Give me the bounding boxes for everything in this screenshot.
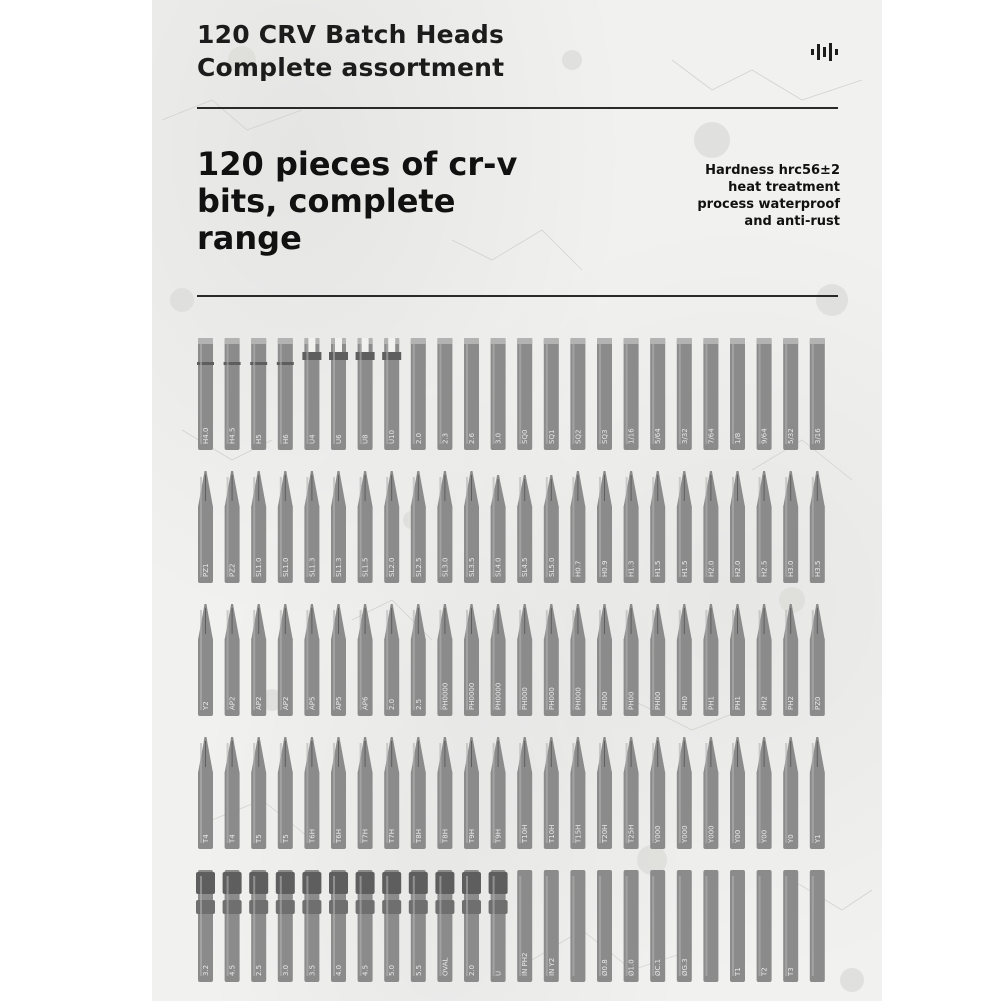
bit xyxy=(703,338,718,450)
bit-label: AP2 xyxy=(228,696,237,710)
bit xyxy=(624,471,639,583)
bit-label: PZ0 xyxy=(813,696,822,710)
bit-label: PH2 xyxy=(787,696,796,710)
bit xyxy=(384,604,399,716)
headline-line-2: bits, complete xyxy=(197,182,456,220)
bit-label: AP5 xyxy=(335,696,343,710)
bit-label: SL1.0 xyxy=(255,557,264,577)
bit-label: Ø0.8 xyxy=(601,959,609,976)
bit-label: PH00 xyxy=(627,691,636,710)
bit xyxy=(251,737,266,849)
bit xyxy=(225,604,240,716)
bit xyxy=(783,737,798,849)
bit xyxy=(331,737,346,849)
bit xyxy=(624,604,639,716)
bit xyxy=(223,870,242,982)
bit-label: H4.0 xyxy=(202,427,210,444)
bit xyxy=(544,475,559,583)
bit xyxy=(677,338,692,450)
bit-label: PH000 xyxy=(574,687,583,710)
bit-label: T6H xyxy=(308,829,317,843)
bit xyxy=(677,604,692,716)
bit-label: U8 xyxy=(361,434,370,444)
bit-label: Y0 xyxy=(787,834,796,843)
bit xyxy=(250,338,267,450)
bit xyxy=(225,737,240,849)
bit-label: H2.0 xyxy=(707,560,716,577)
bit-label: PH000 xyxy=(547,687,556,710)
bit-label: 2.5 xyxy=(414,698,423,710)
bit-label: SL1.0 xyxy=(281,557,290,577)
bit-label: T1 xyxy=(734,967,742,976)
bit xyxy=(384,737,399,849)
bit xyxy=(570,870,585,982)
bit xyxy=(409,870,428,982)
bit-label: SL4.5 xyxy=(521,557,530,577)
bit xyxy=(198,604,213,716)
bit-label: 7/64 xyxy=(707,428,716,444)
bit-label: H3.5 xyxy=(813,560,822,577)
bit-label: H1.5 xyxy=(654,560,663,577)
bit xyxy=(757,737,772,849)
bit-label: T5 xyxy=(255,834,264,843)
bit xyxy=(356,338,375,450)
bit-label: PH1 xyxy=(707,696,716,710)
bit xyxy=(225,471,240,583)
bit-label: IN Y2 xyxy=(547,957,556,976)
bit xyxy=(224,338,241,450)
bit-label: OVAL xyxy=(441,957,450,976)
bit-label: T4 xyxy=(228,834,237,843)
bit-label: 9/64 xyxy=(760,428,769,444)
bit xyxy=(491,737,506,849)
bit-label: AP6 xyxy=(361,696,370,710)
spec-line: Hardness hrc56±2 xyxy=(705,163,840,178)
bit xyxy=(624,870,639,982)
bit xyxy=(544,604,559,716)
bit xyxy=(437,471,452,583)
bit-label: T8H xyxy=(414,829,423,843)
bit xyxy=(329,870,348,982)
bit xyxy=(197,338,214,450)
bit xyxy=(196,870,215,982)
bit-label: H2.5 xyxy=(760,560,769,577)
bit xyxy=(730,870,745,982)
bit xyxy=(437,338,452,450)
bit-label: 5.0 xyxy=(388,964,397,976)
bit-label: 2.0 xyxy=(388,698,397,710)
bit-label: 4.5 xyxy=(361,964,370,976)
bit-label: 3/16 xyxy=(813,428,822,444)
divider-middle xyxy=(197,295,838,297)
bit-label: U xyxy=(494,970,503,976)
bit xyxy=(358,471,373,583)
bit xyxy=(757,604,772,716)
bit xyxy=(517,475,532,583)
bit-label: 4.5 xyxy=(228,964,237,976)
bit xyxy=(277,338,294,450)
bit xyxy=(783,338,798,450)
bit-label: T4 xyxy=(202,834,210,843)
bit xyxy=(677,737,692,849)
bit xyxy=(624,737,639,849)
bit xyxy=(757,338,772,450)
bit xyxy=(198,737,213,849)
bit-label: T9H xyxy=(494,829,503,843)
bit xyxy=(703,471,718,583)
bit-label: 2.6 xyxy=(468,432,476,444)
bit xyxy=(597,604,612,716)
bit-label: PH2 xyxy=(760,696,769,710)
bit xyxy=(544,870,559,982)
bit-grid-svg xyxy=(194,330,844,990)
bit xyxy=(382,870,401,982)
bit xyxy=(703,604,718,716)
bit xyxy=(411,604,426,716)
bit xyxy=(382,338,401,450)
bit xyxy=(650,604,665,716)
bit xyxy=(570,604,585,716)
bit-label: SL3.5 xyxy=(468,557,476,577)
bit-label: Y000 xyxy=(654,825,663,843)
bit xyxy=(304,604,319,716)
bit-label: T6H xyxy=(335,829,343,843)
bit-label: H5 xyxy=(255,434,264,444)
bit-label: 1/16 xyxy=(627,428,636,444)
bit-label: T8H xyxy=(441,829,450,843)
bit-label: IN PH2 xyxy=(521,952,530,976)
bit-label: 2.5 xyxy=(255,964,264,976)
bit xyxy=(464,737,479,849)
bit-label: 2.0 xyxy=(414,432,423,444)
bit-label: SL4.0 xyxy=(494,557,503,577)
bit xyxy=(251,471,266,583)
bit-label: T20H xyxy=(601,824,609,843)
bit-label: T5 xyxy=(281,834,290,843)
bit-label: ØG.3 xyxy=(680,958,689,976)
bit-label: 3.2 xyxy=(202,964,210,976)
bit-label: T25H xyxy=(627,824,636,843)
bit xyxy=(597,870,612,982)
bit xyxy=(491,604,506,716)
bit xyxy=(491,475,506,583)
bit xyxy=(570,338,585,450)
bit-label: 3.0 xyxy=(281,964,290,976)
bit xyxy=(358,604,373,716)
bit xyxy=(703,870,718,982)
bit xyxy=(757,471,772,583)
bit-label: H0.7 xyxy=(574,560,583,577)
bit-label: Y000 xyxy=(707,825,716,843)
bit-label: 3.0 xyxy=(494,432,503,444)
bit-label: T7H xyxy=(388,829,397,843)
bit xyxy=(358,737,373,849)
bit xyxy=(730,604,745,716)
bit-label: T9H xyxy=(468,829,476,843)
bit xyxy=(384,471,399,583)
bit xyxy=(730,471,745,583)
bit xyxy=(411,737,426,849)
bit xyxy=(517,338,532,450)
bit xyxy=(278,604,293,716)
bit-label: T15H xyxy=(574,824,583,843)
bit xyxy=(462,870,481,982)
bit-label: 3/32 xyxy=(680,428,689,444)
bit-label: 4.0 xyxy=(335,964,343,976)
bit xyxy=(278,737,293,849)
header-line-1: 120 CRV Batch Heads xyxy=(197,20,505,49)
bit-label: SQ1 xyxy=(547,429,556,444)
bit xyxy=(356,870,375,982)
bit xyxy=(464,604,479,716)
bit-label: ØC.1 xyxy=(654,958,663,976)
bit xyxy=(783,870,798,982)
headline-line-3: range xyxy=(197,219,302,257)
bit-label: AP2 xyxy=(281,696,290,710)
spec-line: heat treatment xyxy=(728,180,840,195)
bit-label: SL2.0 xyxy=(388,557,397,577)
bit xyxy=(302,338,321,450)
bit xyxy=(437,737,452,849)
bit xyxy=(597,338,612,450)
bit xyxy=(251,604,266,716)
bit-label: SL1.3 xyxy=(335,557,343,577)
bit-label: H3.0 xyxy=(787,560,796,577)
bit-label: H1.5 xyxy=(680,560,689,577)
bit xyxy=(677,471,692,583)
bit xyxy=(810,338,825,450)
bit xyxy=(597,471,612,583)
bit xyxy=(810,471,825,583)
bit-label: T3 xyxy=(787,967,796,976)
bit-label: H2.0 xyxy=(734,560,742,577)
bit-label: SL3.0 xyxy=(441,557,450,577)
soundwave-icon xyxy=(810,42,838,62)
spec-block xyxy=(697,162,840,230)
header-title xyxy=(197,18,504,84)
bit xyxy=(517,604,532,716)
bit-label: 5/64 xyxy=(654,428,663,444)
bit-label: PH1 xyxy=(734,696,742,710)
bit-label: T7H xyxy=(361,829,370,843)
bit xyxy=(810,604,825,716)
bit-label: PH000 xyxy=(521,687,530,710)
bit-label: SL1.5 xyxy=(361,557,370,577)
bit xyxy=(783,471,798,583)
bit-label: PH0000 xyxy=(494,682,503,710)
bit-label: PH0000 xyxy=(468,682,476,710)
bit-label: PZ1 xyxy=(202,563,210,577)
bit-label: Y1 xyxy=(813,834,822,843)
bit xyxy=(437,604,452,716)
bit xyxy=(331,604,346,716)
bit xyxy=(650,870,665,982)
bit-label: H1.3 xyxy=(627,560,636,577)
bit-label: PH0000 xyxy=(441,682,450,710)
bit xyxy=(278,471,293,583)
bit xyxy=(783,604,798,716)
bit-label: U6 xyxy=(335,434,343,444)
bit xyxy=(570,471,585,583)
bit xyxy=(331,471,346,583)
bit-label: Y2 xyxy=(202,701,210,710)
bit xyxy=(730,737,745,849)
spec-line: and anti-rust xyxy=(744,214,840,229)
bit xyxy=(491,338,506,450)
bit xyxy=(650,737,665,849)
bit xyxy=(302,870,321,982)
headline-line-1: 120 pieces of cr-v xyxy=(197,145,518,183)
product-sheet xyxy=(152,0,882,1001)
bit xyxy=(757,870,772,982)
bit xyxy=(650,471,665,583)
bit xyxy=(570,737,585,849)
bit-label: Y00 xyxy=(760,829,769,843)
bit-label: PH0 xyxy=(680,696,689,710)
header-line-2: Complete assortment xyxy=(197,53,505,82)
bit xyxy=(517,870,532,982)
bit-label: SQ3 xyxy=(601,429,609,444)
bit xyxy=(544,338,559,450)
bit-label: 5.5 xyxy=(414,964,423,976)
bit xyxy=(517,737,532,849)
bit-label: SL1.3 xyxy=(308,557,317,577)
bit xyxy=(304,737,319,849)
bit xyxy=(435,870,454,982)
spec-line: process waterproof xyxy=(697,197,840,212)
bit-label: Ø1.0 xyxy=(627,959,636,976)
bit-label: 3.5 xyxy=(308,964,317,976)
bit xyxy=(411,338,426,450)
bit-label: SQ2 xyxy=(574,429,583,444)
bit xyxy=(544,737,559,849)
headline xyxy=(197,146,517,257)
bit-label: T10H xyxy=(521,824,530,843)
bit-label: H6 xyxy=(281,434,290,444)
bit-label: 1/8 xyxy=(734,432,742,444)
bit-label: T10H xyxy=(547,824,556,843)
bit xyxy=(464,338,479,450)
bit xyxy=(198,471,213,583)
bit-label: U10 xyxy=(388,429,397,444)
bit xyxy=(249,870,268,982)
bit-label: H4.5 xyxy=(228,427,237,444)
bit xyxy=(276,870,295,982)
bit-label: PH00 xyxy=(654,691,663,710)
bit xyxy=(810,737,825,849)
bit xyxy=(464,471,479,583)
bit-label: SL2.5 xyxy=(414,557,423,577)
bit-label: 5/32 xyxy=(787,428,796,444)
bit-label: SL5.0 xyxy=(547,557,556,577)
bit-label: SQ0 xyxy=(521,429,530,444)
bit-label: Y000 xyxy=(680,825,689,843)
bit-label: 2.3 xyxy=(441,432,450,444)
bit xyxy=(489,870,508,982)
bit xyxy=(624,338,639,450)
bit-label: U4 xyxy=(308,434,317,444)
bit-label: AP2 xyxy=(255,696,264,710)
bit xyxy=(650,338,665,450)
bit-label: T2 xyxy=(760,967,769,976)
bit-label: Y00 xyxy=(734,829,742,843)
bit xyxy=(677,870,692,982)
bit xyxy=(597,737,612,849)
bit-label: H0.9 xyxy=(601,560,609,577)
bit xyxy=(411,471,426,583)
bit xyxy=(329,338,348,450)
bit-label: 2.0 xyxy=(468,964,476,976)
bit xyxy=(730,338,745,450)
divider-top xyxy=(197,107,838,109)
bit-label: AP5 xyxy=(308,696,317,710)
bit-label: PH00 xyxy=(601,691,609,710)
bit-label: PZ2 xyxy=(228,563,237,577)
bit xyxy=(304,471,319,583)
bit xyxy=(810,870,825,982)
bit xyxy=(703,737,718,849)
